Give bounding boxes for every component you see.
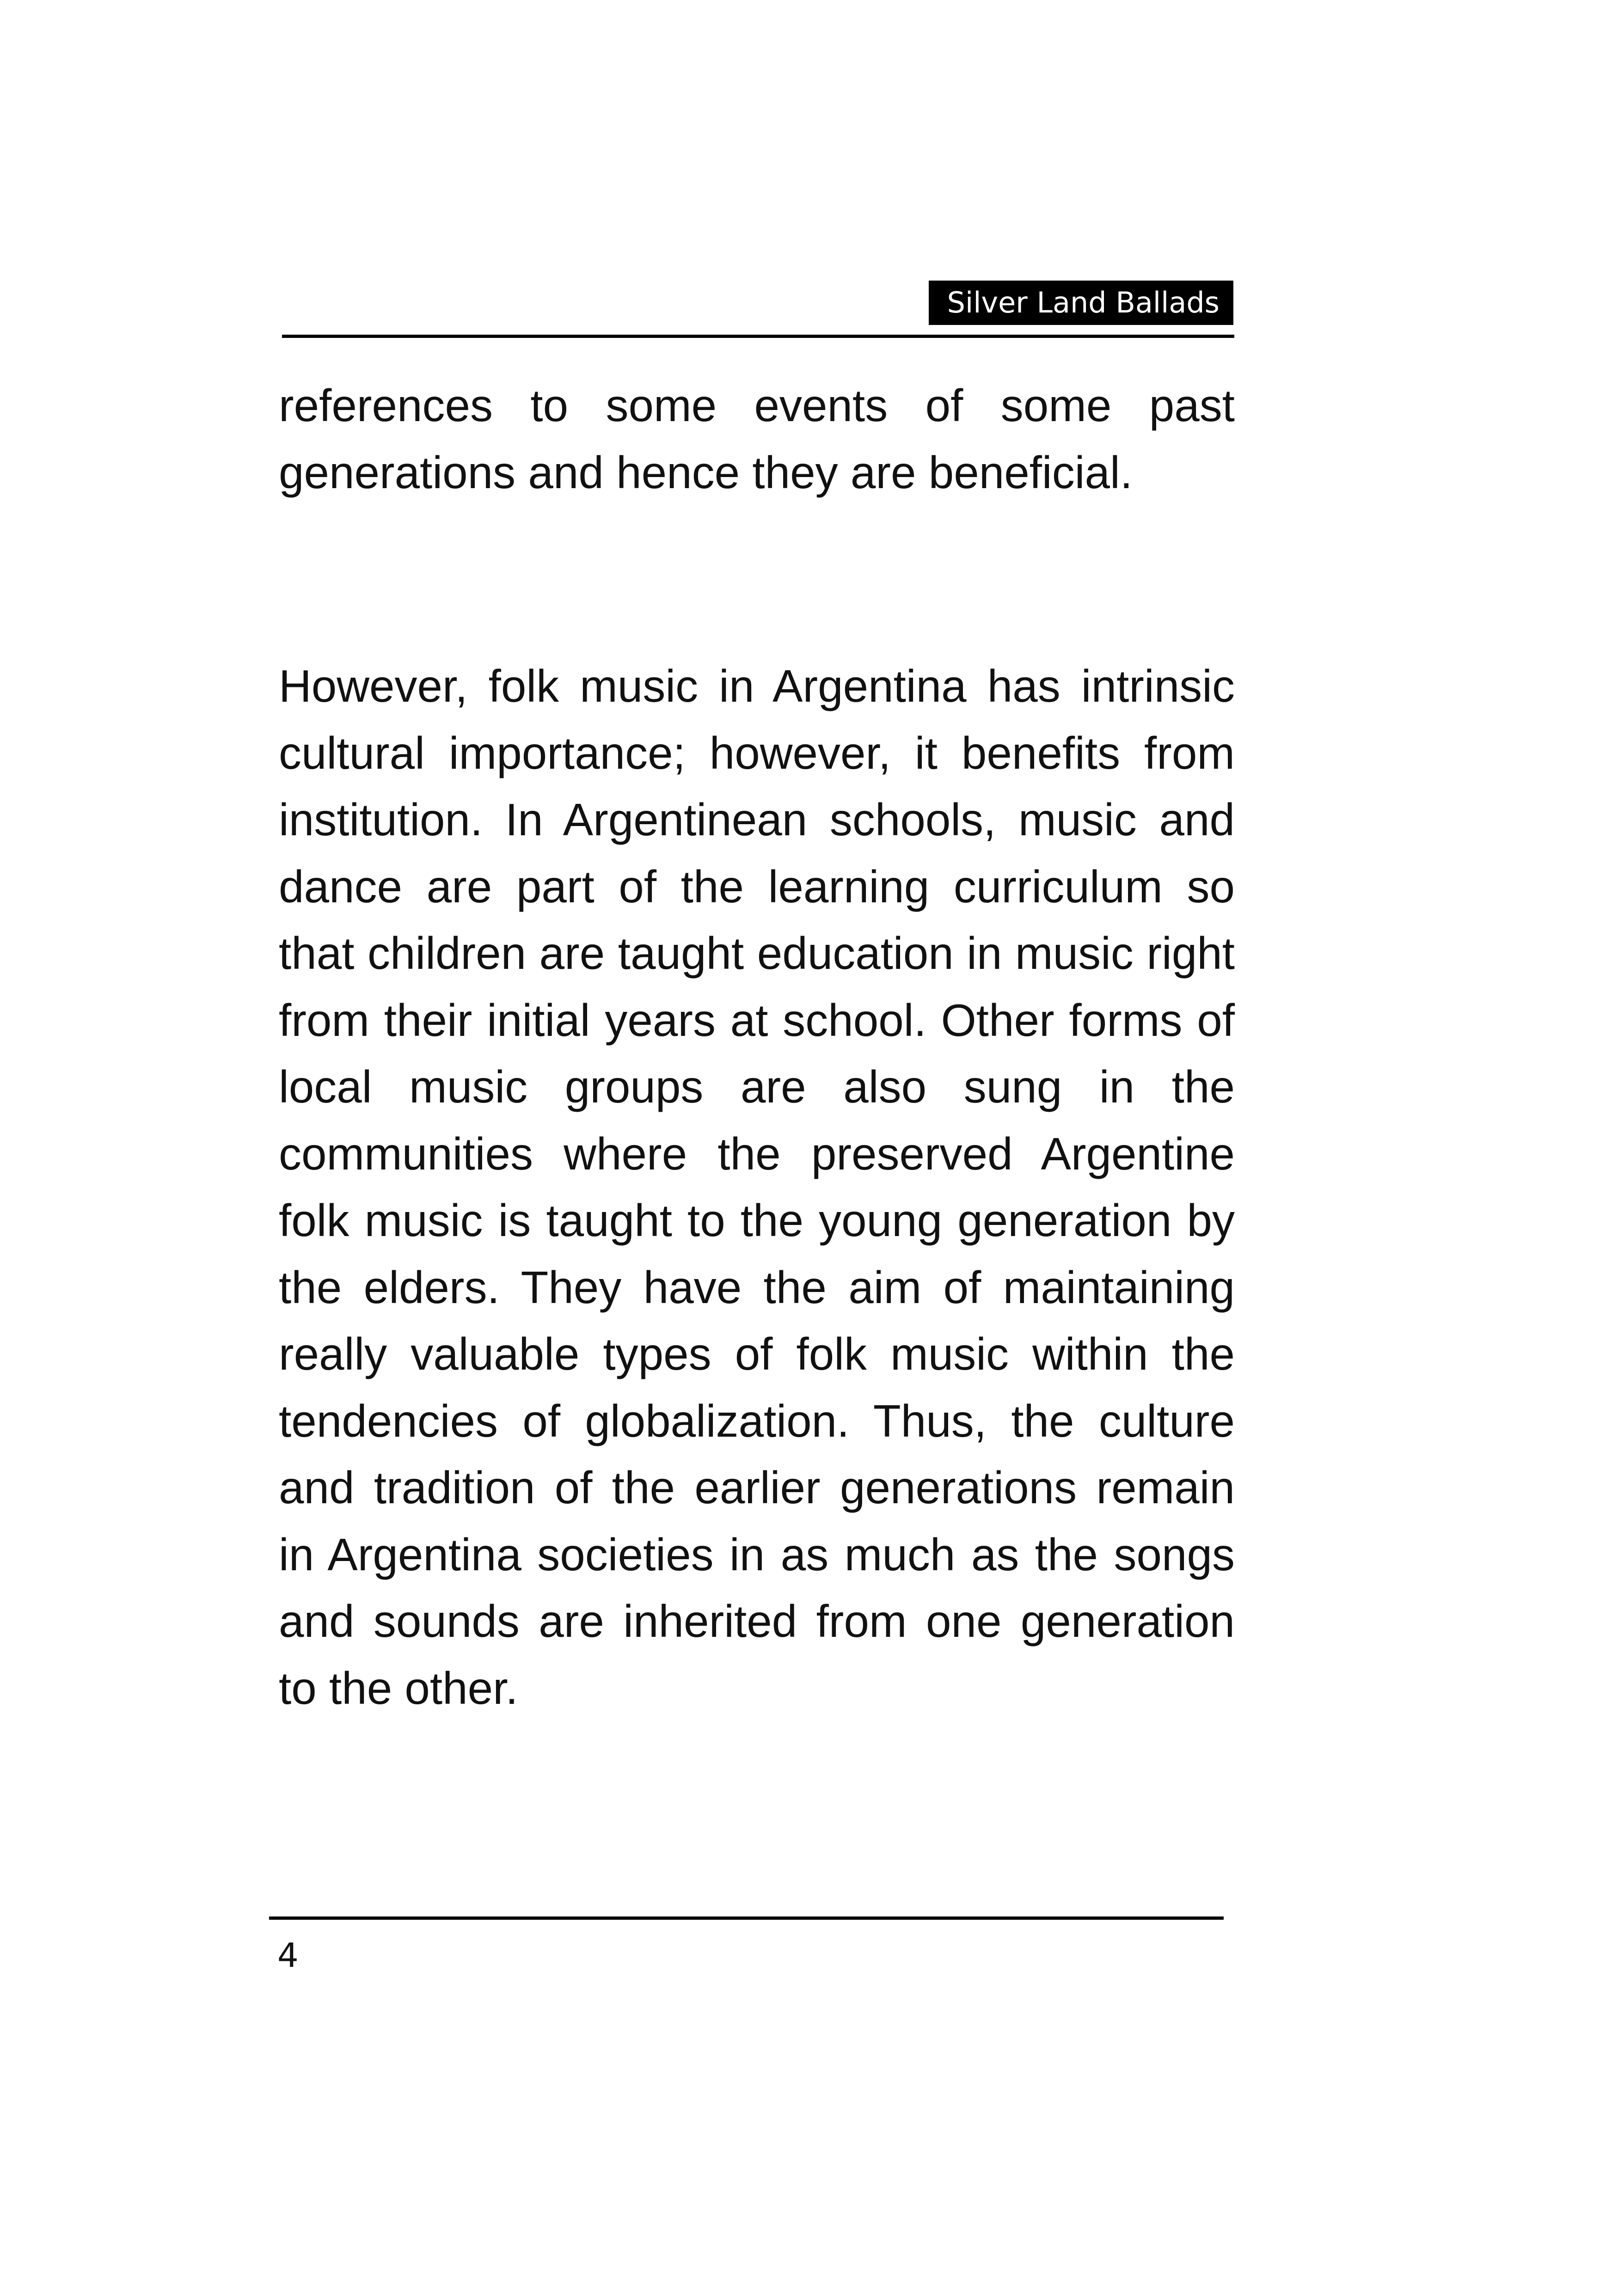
- footer-divider: [269, 1916, 1224, 1920]
- body-paragraph-1: references to some events of some past generations and hence they are beneficial.: [279, 380, 1235, 498]
- running-header-title: Silver Land Ballads: [929, 281, 1233, 325]
- header-divider: [282, 335, 1234, 338]
- page-number: 4: [277, 1936, 299, 1975]
- body-paragraph-2: However, folk music in Argentina has intrinsic cultural importance; however, it benefits from institution. In Argentinean schools, music and dance are part of the learning curriculum so that children are taught education in music right from their initial years at school. Other forms of local music groups are also sung in the communities where the preserved Argentine folk music is taught to the young generation by the elders. They have the aim of maintaining really valuable types of folk music within the tendencies of globalization. Thus, the culture and tradition of the earlier generations remain in Argentina societies in as much as the songs and sounds are inherited from one generation to the other.: [279, 661, 1235, 1714]
